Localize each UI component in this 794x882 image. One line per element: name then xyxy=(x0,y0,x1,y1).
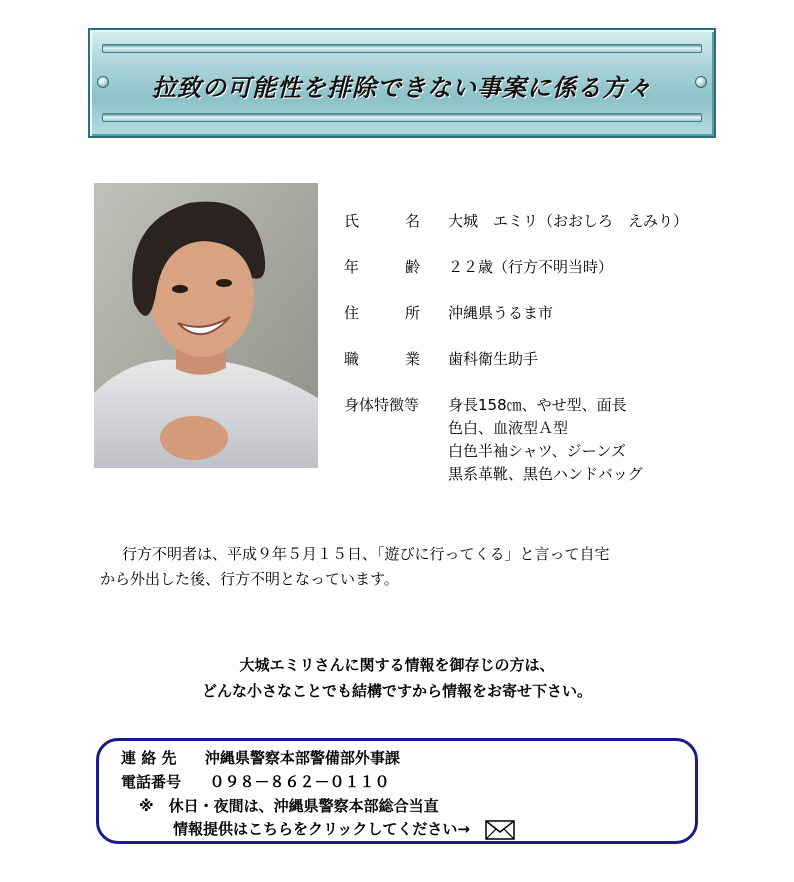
title-plate xyxy=(88,28,716,138)
plate-right-bolt-icon xyxy=(695,76,707,88)
person-photo xyxy=(94,183,318,468)
contact-department: 沖縄県警察本部警備部外事課 xyxy=(204,749,400,767)
feature-line: 白色半袖シャツ、ジーンズ xyxy=(448,442,626,460)
profile-label-address: 住 所 xyxy=(344,304,420,322)
profile-label-name: 氏 名 xyxy=(344,212,420,230)
profile-value-address: 沖縄県うるま市 xyxy=(448,304,554,322)
feature-line: 色白、血液型Ａ型 xyxy=(448,419,569,437)
profile-label-features: 身体特徴等 xyxy=(344,396,420,414)
profile-label-occupation: 職 業 xyxy=(344,350,420,368)
profile-label-age: 年 齢 xyxy=(344,258,420,276)
plate-bottom-rail xyxy=(102,113,702,122)
info-link-text[interactable]: 情報提供はこちらをクリックしてください→ xyxy=(173,820,470,838)
narrative-line: から外出した後、行方不明となっています。 xyxy=(100,570,399,588)
profile-value-occupation: 歯科衛生助手 xyxy=(448,350,539,368)
feature-line: 黒系革靴、黒色ハンドバッグ xyxy=(448,465,643,483)
plate-top-rail xyxy=(102,44,702,53)
info-link-line[interactable] xyxy=(173,818,515,840)
appeal-line: 大城エミリさんに関する情報を御存じの方は、 xyxy=(239,656,555,674)
after-hours-note: ※ 休日・夜間は、沖縄県警察本部総合当直 xyxy=(139,797,439,815)
contact-box xyxy=(96,738,698,844)
narrative xyxy=(100,542,720,592)
appeal-line: どんな小さなことでも結構ですから情報をお寄せ下さい。 xyxy=(201,682,592,700)
page-title: 拉致の可能性を排除できない事案に係る方々 xyxy=(152,74,652,102)
contact-line xyxy=(121,747,400,768)
phone-line xyxy=(121,771,390,792)
mail-envelope-icon[interactable] xyxy=(485,820,515,840)
profile-value-name: 大城 エミリ（おおしろ えみり） xyxy=(448,212,689,230)
portrait-illustration xyxy=(94,183,318,468)
narrative-line: 行方不明者は、平成９年５月１５日、「遊びに行ってくる」と言って自宅 xyxy=(122,545,610,563)
phone-number: ０９８－８６２－０１１０ xyxy=(209,773,390,791)
profile-value-age: ２２歳（行方不明当時） xyxy=(448,258,614,276)
profile-value-features xyxy=(448,394,643,486)
appeal-message xyxy=(0,652,794,704)
phone-label: 電話番号 xyxy=(121,773,182,791)
contact-label: 連 絡 先 xyxy=(121,749,177,767)
feature-line: 身長158㎝、やせ型、面長 xyxy=(448,396,627,414)
plate-left-bolt-icon xyxy=(97,76,109,88)
